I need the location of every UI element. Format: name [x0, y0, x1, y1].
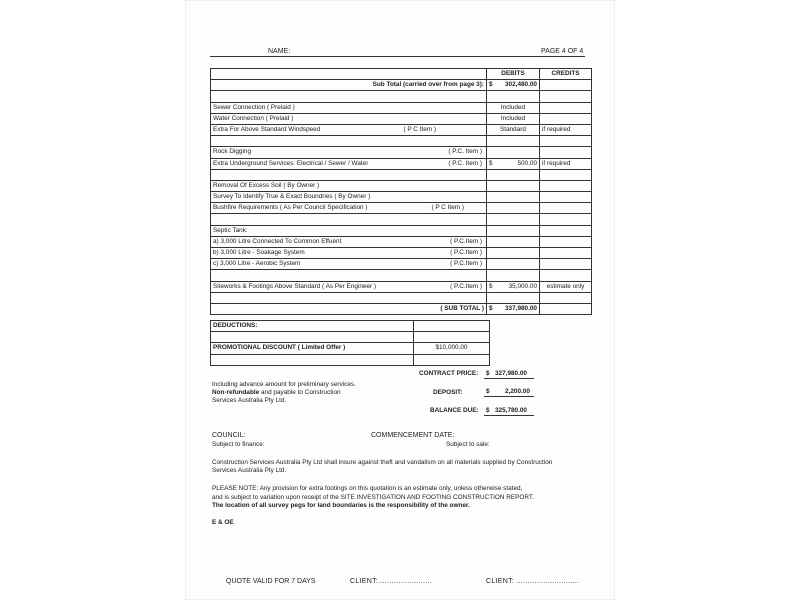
subtotal-carried-label: Sub Total (carried over from page 3): [211, 80, 487, 91]
currency-symbol: $ [486, 370, 490, 377]
currency-symbol: $ [489, 305, 493, 313]
table-row [211, 270, 592, 281]
table-row [211, 113, 592, 124]
table-row [211, 102, 592, 113]
table-row [211, 214, 592, 225]
commencement-label: COMMENCEMENT DATE: [371, 432, 455, 439]
contract-amount: 327,980.00 [495, 370, 527, 377]
table-header-row [211, 69, 592, 80]
deductions-table [210, 320, 490, 366]
table-row [211, 180, 592, 191]
table-row [211, 343, 490, 354]
sale-label: Subject to sale: [446, 441, 490, 448]
subtotal-carried-amount: 302,480.00 [505, 81, 537, 89]
underground-amount: 500.00 [517, 159, 537, 167]
note-line1: PLEASE NOTE: Any provision for extra footings on this quotation is an estimate only, unless otherwise stated, [212, 485, 523, 492]
subtotal-amount: 337,980.00 [505, 305, 537, 313]
debits-header: DEBITS [487, 69, 540, 80]
deductions-heading: DEDUCTIONS: [211, 321, 414, 332]
subtotal-label: ( SUB TOTAL ) [211, 303, 487, 314]
septic-a-pc-item: ( P.C.Item ) [450, 237, 482, 245]
wind-pc-item: ( P C Item ) [403, 126, 436, 134]
currency-symbol: $ [489, 159, 493, 167]
table-row [211, 192, 592, 203]
table-row [211, 158, 592, 169]
wind-credit: if required [540, 124, 592, 135]
sewer-debit: Included [487, 102, 540, 113]
council-label: COUNCIL: [212, 432, 246, 439]
sewer-label: Sewer Connection ( Prelaid ) [211, 102, 487, 113]
note-line2: and is subject to variation upon receipt of the SITE INVESTIGATION AND FOOTING CONSTRUCTION REPORT. [212, 494, 534, 501]
table-row [211, 124, 592, 135]
table-row [211, 225, 592, 236]
balance-underline [484, 415, 534, 416]
underground-credit: if required [540, 158, 592, 169]
table-row [211, 354, 490, 365]
promo-amount: $10,000.00 [414, 343, 490, 354]
quotation-table [210, 68, 592, 315]
deposit-note-line2: and payable to Construction [259, 389, 341, 396]
septic-a-label: a) 3,000 Litre Connected To Common Effuent [213, 237, 342, 245]
rock-label: Rock Digging [213, 148, 252, 156]
septic-b-label: b) 3,000 Litre - Soakage System [213, 249, 305, 257]
contract-underline [484, 378, 534, 379]
currency-symbol: $ [486, 388, 490, 395]
credits-header: CREDITS [540, 69, 592, 80]
insurance-line1: Construction Services Australia Pty Ltd shall insure against theft and vandalism on all materials supplied by Construction [212, 459, 553, 466]
table-row [211, 169, 592, 180]
deposit-underline [484, 396, 534, 397]
non-refundable-text: Non-refundable [212, 389, 260, 396]
contract-label: CONTRACT PRICE: [419, 370, 479, 377]
water-label: Water Connection ( Prelaid ) [211, 113, 487, 124]
note-line3: The location of all survey pegs for land boundaries is the responsibility of the owner. [212, 502, 470, 509]
table-row [211, 303, 592, 314]
table-row [211, 80, 592, 91]
balance-label: BALANCE DUE: [430, 407, 479, 414]
client-signature-1: CLIENT:........................ [350, 578, 433, 585]
insurance-line2: Services Australia Pty Ltd. [212, 467, 287, 474]
currency-symbol: $ [489, 81, 493, 89]
table-row [211, 203, 592, 214]
survey-label: Survey To Identify True & Exact Boundries ( By Owner ) [211, 192, 487, 203]
wind-debit: Standard [487, 124, 540, 135]
currency-symbol: $ [486, 407, 490, 414]
siteworks-amount: 35,000.00 [508, 282, 537, 290]
name-line [210, 56, 585, 57]
table-row [211, 321, 490, 332]
siteworks-credit: estimate only [540, 281, 592, 292]
page-number: PAGE 4 OF 4 [541, 48, 584, 55]
septic-label: Septic Tank: [211, 225, 487, 236]
soil-label: Removal Of Excess Soil ( By Owner ) [211, 180, 487, 191]
deposit-note-line3: Services Australia Pty Ltd. [212, 397, 287, 404]
deposit-label: DEPOSIT: [433, 389, 463, 396]
table-row [211, 332, 490, 343]
promo-label: PROMOTIONAL DISCOUNT ( Limited Offer ) [211, 343, 414, 354]
table-row [211, 147, 592, 158]
table-row [211, 236, 592, 247]
eoe-text: E & OE [212, 519, 234, 526]
bushfire-label: Bushfire Requirements ( As Per Council Specification ) [213, 204, 368, 212]
name-label: NAME: [268, 48, 291, 55]
deposit-amount: 2,200.00 [505, 388, 530, 395]
table-row [211, 248, 592, 259]
underground-pc-item: ( P.C. Item ) [448, 159, 482, 167]
septic-c-pc-item: ( P.C.Item ) [450, 260, 482, 268]
balance-amount: 325,780.00 [495, 407, 527, 414]
table-row [211, 259, 592, 270]
client-signature-2: CLIENT: ............................ [486, 578, 580, 585]
septic-b-pc-item: ( P.C.Item ) [450, 249, 482, 257]
underground-label: Extra Underground Services: Electrical / Sewer / Water [213, 159, 369, 167]
quote-valid-text: QUOTE VALID FOR 7 DAYS [226, 578, 316, 585]
table-row [211, 91, 592, 102]
table-row [211, 136, 592, 147]
deposit-note-line1: Including advance amount for preliminary services. [212, 381, 356, 388]
bushfire-pc-item: ( P C Item ) [431, 204, 464, 212]
wind-label: Extra For Above Standard Windspeed [213, 126, 321, 134]
siteworks-pc-item: ( P.C.Item ) [450, 282, 482, 290]
water-debit: Included [487, 113, 540, 124]
septic-c-label: c) 3,000 Litre - Aerobic System [213, 260, 301, 268]
rock-pc-item: ( P.C. Item ) [448, 148, 482, 156]
table-row [211, 281, 592, 292]
siteworks-label: Siteworks & Footings Above Standard ( As Per Engineer ) [213, 282, 377, 290]
currency-symbol: $ [489, 282, 493, 290]
table-row [211, 292, 592, 303]
finance-label: Subject to finance: [212, 441, 265, 448]
